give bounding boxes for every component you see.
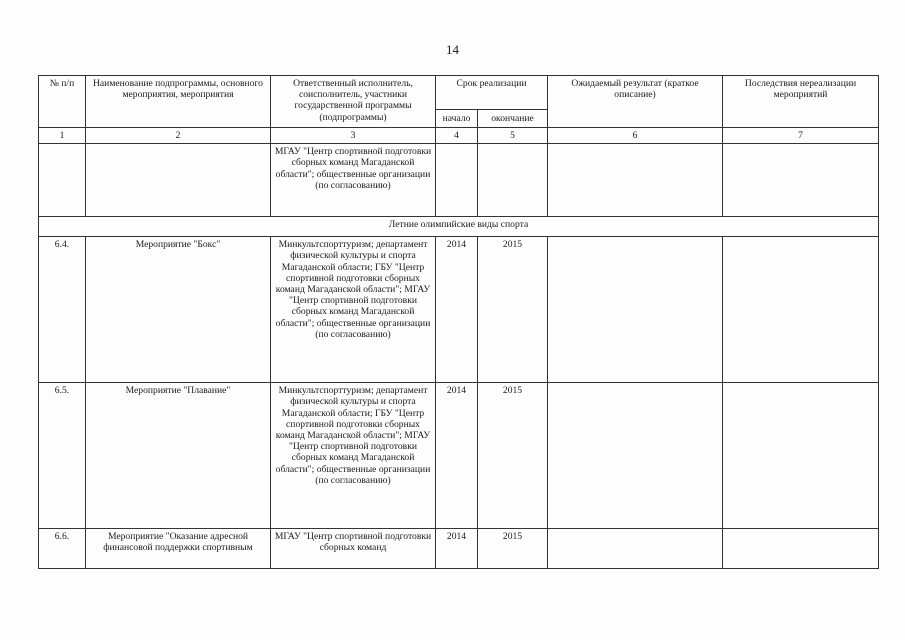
section-title: Летние олимпийские виды спорта: [39, 217, 879, 237]
row-consequences: [723, 237, 879, 383]
col-number: 2: [86, 128, 271, 144]
col-number: 7: [723, 128, 879, 144]
row-end: 2015: [478, 383, 548, 529]
header-num: № п/п: [39, 76, 86, 128]
carryover-responsible: МГАУ "Центр спортивной подготовки сборных команд Магаданской области"; общественные организации (по согласованию): [271, 144, 436, 217]
header-name: Наименование подпрограммы, основного мероприятия, мероприятия: [86, 76, 271, 128]
col-number: 1: [39, 128, 86, 144]
row-num: 6.6.: [39, 529, 86, 569]
col-number: 6: [548, 128, 723, 144]
table-row: [39, 529, 879, 569]
row-num: 6.4.: [39, 237, 86, 383]
row-name: Мероприятие "Бокс": [86, 237, 271, 383]
row-name: Мероприятие "Плавание": [86, 383, 271, 529]
header-result: Ожидаемый результат (краткое описание): [548, 76, 723, 128]
col-number: 4: [436, 128, 478, 144]
col-number: 5: [478, 128, 548, 144]
row-start: 2014: [436, 529, 478, 569]
table-row-carryover: [39, 144, 879, 217]
row-responsible: МГАУ "Центр спортивной подготовки сборных команд: [271, 529, 436, 569]
row-num: 6.5.: [39, 383, 86, 529]
row-result: [548, 529, 723, 569]
row-consequences: [723, 383, 879, 529]
measures-table: [38, 75, 879, 569]
header-period: Срок реализации: [436, 76, 548, 110]
row-end: 2015: [478, 237, 548, 383]
row-result: [548, 383, 723, 529]
row-responsible: Минкультспорттуризм; департамент физической культуры и спорта Магаданской области; ГБУ "Центр спортивной подготовки сборных команд Магаданской области"; МГАУ "Центр спортивной подготовки сборных команд Магаданской области"; общественные организации (по согласованию): [271, 383, 436, 529]
table-row: [39, 237, 879, 383]
row-responsible: Минкультспорттуризм; департамент физической культуры и спорта Магаданской области; ГБУ "Центр спортивной подготовки сборных команд Магаданской области"; МГАУ "Центр спортивной подготовки сборных команд Магаданской области"; общественные организации (по согласованию): [271, 237, 436, 383]
row-start: 2014: [436, 237, 478, 383]
header-responsible: Ответственный исполнитель, соисполнитель, участники государственной программы (подпрограммы): [271, 76, 436, 128]
row-consequences: [723, 529, 879, 569]
col-number: 3: [271, 128, 436, 144]
page-number: 14: [446, 42, 459, 57]
row-result: [548, 237, 723, 383]
header-end: окончание: [478, 110, 548, 128]
header-consequences: Последствия нереализации мероприятий: [723, 76, 879, 128]
row-start: 2014: [436, 383, 478, 529]
row-end: 2015: [478, 529, 548, 569]
table-row: [39, 383, 879, 529]
row-name: Мероприятие "Оказание адресной финансовой поддержки спортивным: [86, 529, 271, 569]
header-start: начало: [436, 110, 478, 128]
